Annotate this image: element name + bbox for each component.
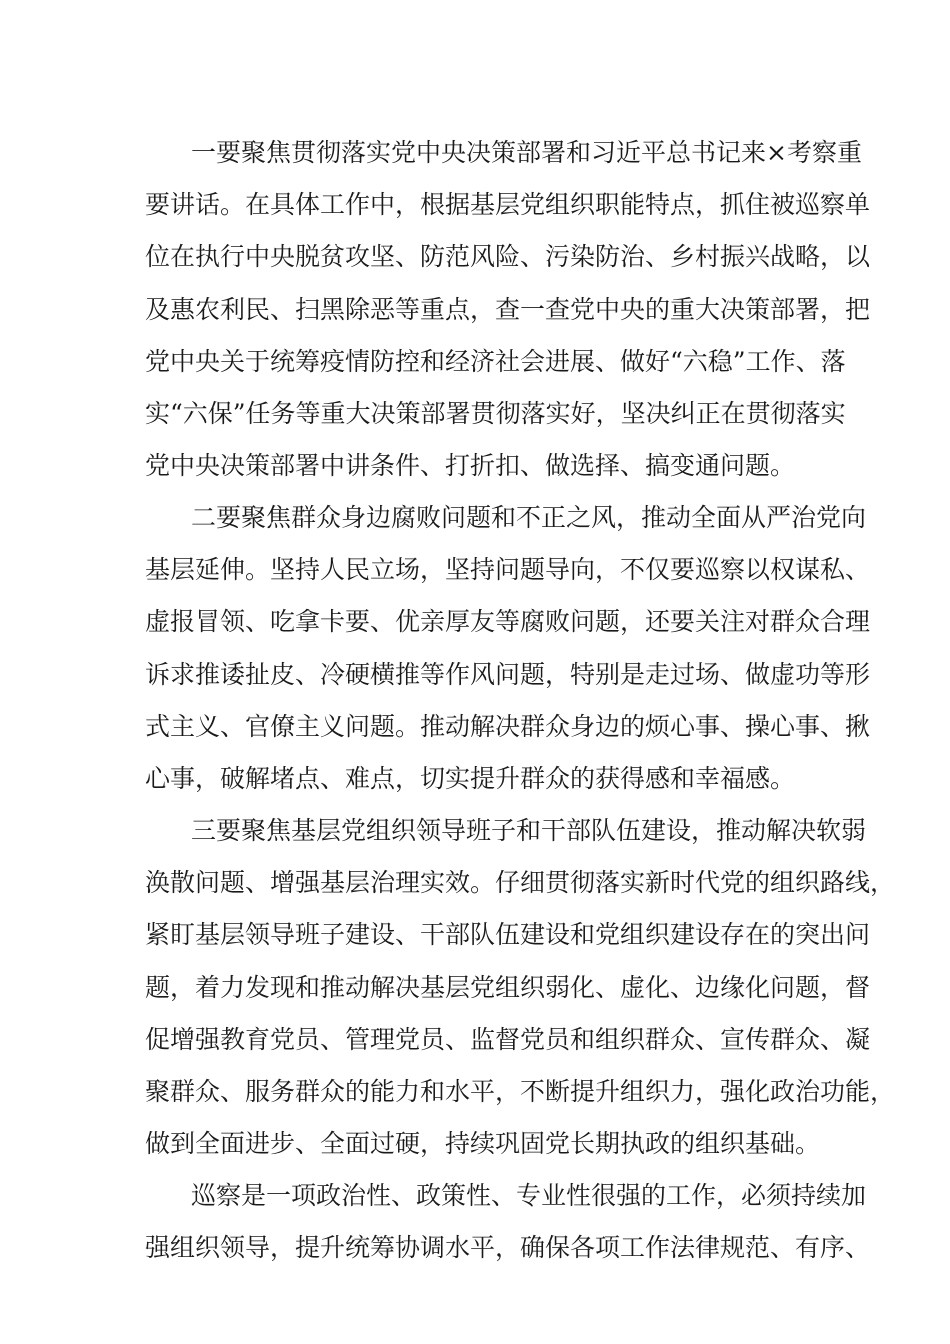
paragraph-1-line-6: 实“六保”任务等重大决策部署贯彻落实好，坚决纠正在贯彻落实 — [145, 399, 846, 428]
paragraph-4-line-1: 巡察是一项政治性、政策性、专业性很强的工作，必须持续加 — [191, 1181, 867, 1210]
paragraph-2-line-4: 诉求推诿扯皮、冷硬横推等作风问题，特别是走过场、做虚功等形 — [145, 660, 871, 689]
paragraph-3-line-6: 聚群众、服务群众的能力和水平，不断提升组织力，强化政治功能， — [145, 1077, 896, 1106]
paragraph-1-line-7: 党中央决策部署中讲条件、打折扣、做选择、搞变通问题。 — [145, 451, 796, 480]
paragraph-3-line-5: 促增强教育党员、管理党员、监督党员和组织群众、宣传群众、凝 — [145, 1025, 871, 1054]
paragraph-3-line-4: 题，着力发现和推动解决基层党组织弱化、虚化、边缘化问题，督 — [145, 973, 871, 1002]
paragraph-2-line-6: 心事，破解堵点、难点，切实提升群众的获得感和幸福感。 — [145, 764, 796, 793]
paragraph-3-line-1: 三要聚焦基层党组织领导班子和干部队伍建设，推动解决软弱 — [191, 816, 867, 845]
paragraph-3-line-3: 紧盯基层领导班子建设、干部队伍建设和党组织建设存在的突出问 — [145, 920, 871, 949]
paragraph-1-line-5: 党中央关于统筹疫情防控和经济社会进展、做好“六稳”工作、落 — [145, 347, 846, 376]
paragraph-1-line-4: 及惠农利民、扫黑除恶等重点，查一查党中央的重大决策部署，把 — [145, 295, 871, 324]
paragraph-1-line-2: 要讲话。在具体工作中，根据基层党组织职能特点，抓住被巡察单 — [145, 190, 871, 219]
paragraph-2-line-3: 虚报冒领、吃拿卡要、优亲厚友等腐败问题，还要关注对群众合理 — [145, 607, 871, 636]
paragraph-1-line-3: 位在执行中央脱贫攻坚、防范风险、污染防治、乡村振兴战略，以 — [145, 242, 871, 271]
paragraph-2-line-1: 二要聚焦群众身边腐败问题和不正之风，推动全面从严治党向 — [191, 503, 867, 532]
paragraph-3-line-2: 涣散问题、增强基层治理实效。仔细贯彻落实新时代党的组织路线， — [145, 868, 896, 897]
paragraph-3-line-7: 做到全面进步、全面过硬，持续巩固党长期执政的组织基础。 — [145, 1129, 821, 1158]
paragraph-1-line-1: 一要聚焦贯彻落实党中央决策部署和习近平总书记来×考察重 — [191, 138, 862, 167]
paragraph-2-line-5: 式主义、官僚主义问题。推动解决群众身边的烦心事、操心事、揪 — [145, 712, 871, 741]
paragraph-4-line-2: 强组织领导，提升统筹协调水平，确保各项工作法律规范、有序、 — [145, 1233, 871, 1262]
paragraph-2-line-2: 基层延伸。坚持人民立场，坚持问题导向，不仅要巡察以权谋私、 — [145, 555, 871, 584]
